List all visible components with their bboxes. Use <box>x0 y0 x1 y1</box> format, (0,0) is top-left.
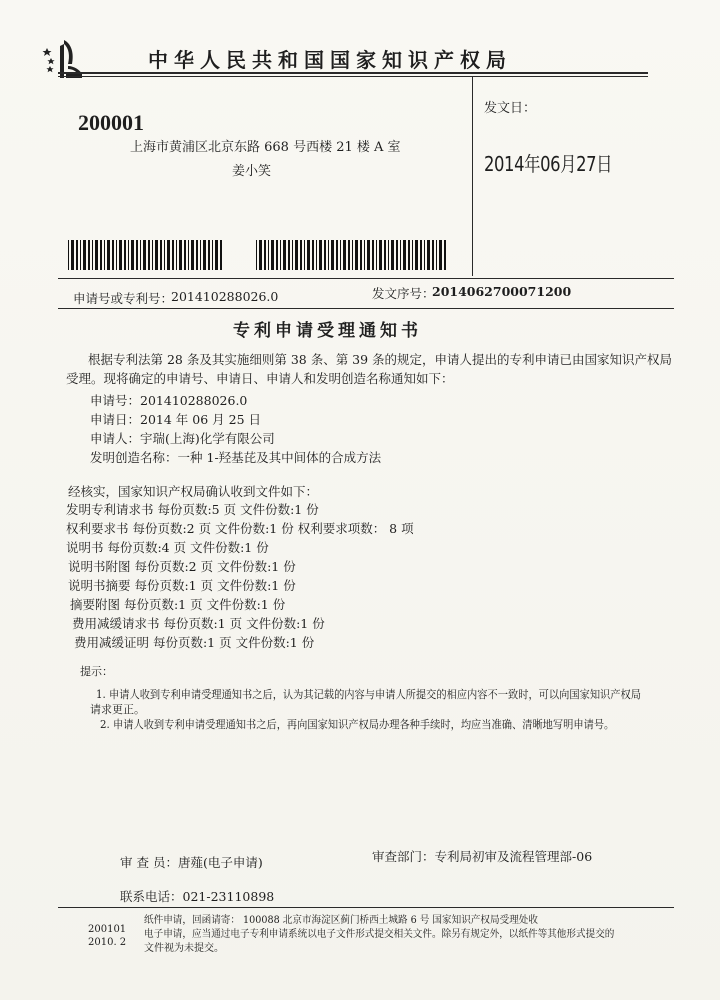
barcode-bar <box>300 240 302 270</box>
barcode-bar <box>76 240 78 270</box>
barcode-bar <box>355 240 358 270</box>
received-doc-item: 费用减缓请求书 每份页数:1 页 文件份数:1 份 <box>72 616 325 631</box>
barcode-bar <box>283 240 286 270</box>
barcode-bar <box>420 240 422 270</box>
barcode-bar <box>316 240 317 270</box>
barcode-bar <box>128 240 129 270</box>
barcode-bar <box>148 240 150 270</box>
barcode-bar <box>215 240 218 270</box>
recipient-zip: 200001 <box>78 110 144 135</box>
barcode-bar <box>288 240 290 270</box>
barcode-bar <box>112 240 114 270</box>
barcode-bar <box>439 240 442 270</box>
barcode-bar <box>83 240 86 270</box>
received-doc-item: 权利要求书 每份页数:2 页 文件份数:1 份 权利要求项数： 8 项 <box>66 521 414 536</box>
barcode-bar <box>188 240 189 270</box>
electronic-filing-note-2: 文件视为未提交。 <box>144 943 224 954</box>
barcode-bar <box>367 240 370 270</box>
barcode-bar <box>388 240 389 270</box>
app-number-value: 201410288026.0 <box>171 289 279 304</box>
received-doc-item: 发明专利请求书 每份页数:5 页 文件份数:1 份 <box>66 502 319 517</box>
barcode-bar <box>264 240 266 270</box>
barcode-bar <box>348 240 350 270</box>
barcode-bar <box>427 240 430 270</box>
barcode-bar <box>328 240 329 270</box>
form-version: 2010. 2 <box>88 937 127 948</box>
barcode-bar <box>203 240 206 270</box>
vertical-divider <box>472 76 473 276</box>
received-doc-item: 费用减缓证明 每份页数:1 页 文件份数:1 份 <box>74 635 315 650</box>
barcode-bar <box>372 240 374 270</box>
received-doc-item: 说明书 每份页数:4 页 文件份数:1 份 <box>66 540 269 555</box>
barcode-bar <box>80 240 81 270</box>
barcode-bar <box>116 240 117 270</box>
barcode-bar <box>343 240 346 270</box>
barcode-bar <box>256 240 257 270</box>
barcode-bar <box>152 240 153 270</box>
barcode-right <box>256 240 446 270</box>
barcode-bar <box>376 240 377 270</box>
reference-rule <box>58 278 674 279</box>
barcode-bar <box>191 240 194 270</box>
app-number-label: 申请号或专利号： <box>73 291 174 306</box>
title-rule <box>58 308 674 309</box>
header-rule-thin <box>58 76 648 77</box>
review-department: 审查部门：专利局初审及流程管理部-06 <box>372 849 593 864</box>
barcode-bar <box>444 240 446 270</box>
barcode-bar <box>259 240 262 270</box>
barcode-bar <box>304 240 305 270</box>
barcode-left <box>68 240 222 270</box>
send-date-label: 发文日： <box>484 101 537 116</box>
field-app-date: 申请日：2014 年 06 月 25 日 <box>90 412 262 427</box>
header-rule <box>58 72 648 74</box>
intro-line-1: 根据专利法第 28 条及其实施细则第 38 条、第 39 条的规定，申请人提出的专利申请已由国家知识产权局 <box>88 352 673 367</box>
office-title: 中华人民共和国国家知识产权局 <box>148 48 512 72</box>
contact-phone: 联系电话：021-23110898 <box>120 889 275 904</box>
tip-1-line-2: 请求更正。 <box>90 703 145 716</box>
received-intro: 经核实，国家知识产权局确认收到文件如下： <box>68 484 319 499</box>
tips-label: 提示： <box>80 665 113 678</box>
barcode-bar <box>360 240 362 270</box>
barcode-bar <box>432 240 434 270</box>
received-doc-item: 说明书附图 每份页数:2 页 文件份数:1 份 <box>68 559 296 574</box>
barcode-bar <box>412 240 413 270</box>
intro-line-2: 受理。现将确定的申请号、申请日、申请人和发明创造名称通知如下： <box>66 371 454 386</box>
barcode-bar <box>396 240 398 270</box>
barcode-bar <box>100 240 102 270</box>
barcode-bar <box>276 240 278 270</box>
barcode-bar <box>379 240 382 270</box>
electronic-filing-note: 电子申请，应当通过电子专利申请系统以电子文件形式提交相关文件。除另有规定外，以纸件等其他形式提交的 <box>144 929 615 940</box>
barcode-bar <box>104 240 105 270</box>
barcode-bar <box>391 240 394 270</box>
barcode-bar <box>71 240 74 270</box>
barcode-bar <box>124 240 126 270</box>
barcode-bar <box>312 240 314 270</box>
barcode-bar <box>68 240 69 270</box>
examiner: 审 查 员：唐薤(电子申请) <box>120 855 263 870</box>
field-app-number: 申请号：201410288026.0 <box>90 393 248 408</box>
barcode-bar <box>352 240 353 270</box>
barcode-bar <box>212 240 213 270</box>
barcode-bar <box>140 240 141 270</box>
tip-2: 2. 申请人收到专利申请受理通知书之后，再向国家知识产权局办理各种手续时，均应当准确、清晰地写明申请号。 <box>100 718 615 731</box>
barcode-bar <box>172 240 174 270</box>
barcode-bar <box>295 240 298 270</box>
received-doc-item: 说明书摘要 每份页数:1 页 文件份数:1 份 <box>68 578 296 593</box>
barcode-bar <box>268 240 269 270</box>
barcode-bar <box>324 240 326 270</box>
serial-number-value: 2014062700071200 <box>432 284 572 299</box>
barcode-bar <box>160 240 162 270</box>
barcode-bar <box>415 240 418 270</box>
barcode-bar <box>340 240 341 270</box>
barcode-bar <box>184 240 186 270</box>
barcode-bar <box>176 240 177 270</box>
barcode-bar <box>271 240 274 270</box>
barcode-bar <box>280 240 281 270</box>
barcode-bar <box>220 240 222 270</box>
barcode-bar <box>92 240 93 270</box>
barcode-bar <box>167 240 170 270</box>
barcode-bar <box>136 240 138 270</box>
barcode-bar <box>196 240 198 270</box>
recipient-name: 姜小笑 <box>232 164 272 179</box>
barcode-bar <box>164 240 165 270</box>
barcode-bar <box>119 240 122 270</box>
barcode-bar <box>88 240 90 270</box>
barcode-bar <box>143 240 146 270</box>
footer-rule <box>58 907 674 908</box>
notice-title: 专利申请受理通知书 <box>233 321 422 341</box>
barcode-bar <box>307 240 310 270</box>
field-invention-name: 发明创造名称：一种 1-羟基芘及其中间体的合成方法 <box>90 450 382 465</box>
barcode-bar <box>403 240 406 270</box>
send-date-value: 2014年06月27日 <box>484 152 613 176</box>
barcode-bar <box>408 240 410 270</box>
tip-1-line-1: 1. 申请人收到专利申请受理通知书之后，认为其记载的内容与申请人所提交的相应内容不一致时，可以向国家知识产权局 <box>96 688 641 701</box>
field-applicant: 申请人：宇瑞(上海)化学有限公司 <box>90 431 275 446</box>
barcode-bar <box>155 240 158 270</box>
barcode-bar <box>95 240 98 270</box>
barcode-bar <box>107 240 110 270</box>
barcode-bar <box>179 240 182 270</box>
barcode-bar <box>131 240 134 270</box>
barcode-bar <box>336 240 338 270</box>
form-code: 200101 <box>88 924 127 935</box>
barcode-bar <box>384 240 386 270</box>
received-doc-item: 摘要附图 每份页数:1 页 文件份数:1 份 <box>70 597 286 612</box>
barcode-bar <box>424 240 425 270</box>
barcode-bar <box>200 240 201 270</box>
barcode-bar <box>331 240 334 270</box>
recipient-address: 上海市黄浦区北京东路 668 号西楼 21 楼 A 室 <box>130 140 401 155</box>
barcode-bar <box>436 240 437 270</box>
barcode-bar <box>292 240 293 270</box>
barcode-bar <box>400 240 401 270</box>
barcode-bar <box>319 240 322 270</box>
serial-number-label: 发文序号： <box>372 286 435 301</box>
barcode-bar <box>208 240 210 270</box>
barcode-bar <box>364 240 365 270</box>
return-address-note: 纸件申请，回函请寄： 100088 北京市海淀区蓟门桥西土城路 6 号 国家知识产权局受理处收 <box>144 915 539 926</box>
